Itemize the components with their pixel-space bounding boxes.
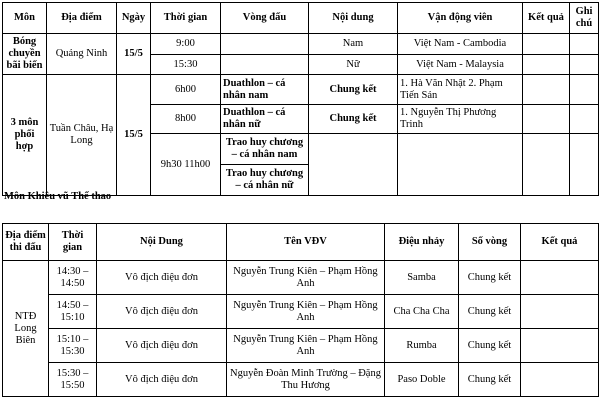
schedule-table-1	[2, 2, 599, 196]
table-row	[3, 34, 599, 55]
header-cell: Số vòng	[459, 224, 521, 261]
athletes-cell: Việt Nam - Cambodia	[398, 34, 523, 55]
athletes-cell: Nguyễn Trung Kiên – Phạm Hồng Anh	[227, 261, 385, 295]
content-cell: Vô địch điệu đơn	[97, 363, 227, 397]
header-cell: Kết quả	[523, 3, 570, 34]
header-cell: Ghi chú	[570, 3, 599, 34]
table-row	[3, 363, 599, 397]
header-cell: Ngày	[117, 3, 151, 34]
rounds-cell: Chung kết	[459, 295, 521, 329]
sport-cell: Bóng chuyền bãi biển	[3, 34, 47, 75]
athletes-cell: Nguyễn Đoàn Minh Trường – Đặng Thu Hương	[227, 363, 385, 397]
time-cell: 9:00	[151, 34, 221, 55]
result-cell	[521, 329, 599, 363]
dance-cell: Samba	[385, 261, 459, 295]
header-cell: Môn	[3, 3, 47, 34]
athletes-cell: Nguyễn Trung Kiên – Phạm Hồng Anh	[227, 295, 385, 329]
time-cell: 15:10 – 15:30	[49, 329, 97, 363]
venue-cell: Quảng Ninh	[47, 34, 117, 75]
note-cell	[570, 75, 599, 105]
table-row	[3, 261, 599, 295]
result-cell	[521, 261, 599, 295]
result-cell	[523, 75, 570, 105]
round-cell: Duathlon – cá nhân nam	[221, 75, 309, 105]
time-cell: 15:30	[151, 55, 221, 75]
round-cell	[221, 55, 309, 75]
time-cell: 14:30 – 14:50	[49, 261, 97, 295]
date-cell: 15/5	[117, 75, 151, 196]
time-cell: 8h00	[151, 105, 221, 134]
table-header-row	[3, 3, 599, 34]
content-cell: Nam	[309, 34, 398, 55]
time-cell: 6h00	[151, 75, 221, 105]
note-cell	[570, 34, 599, 55]
header-cell: Thời gian	[151, 3, 221, 34]
table-header-row	[3, 224, 599, 261]
table-row	[3, 329, 599, 363]
content-cell: Vô địch điệu đơn	[97, 295, 227, 329]
dance-cell: Cha Cha Cha	[385, 295, 459, 329]
note-cell	[570, 55, 599, 75]
time-cell: 14:50 – 15:10	[49, 295, 97, 329]
header-cell: Địa điểm thi đấu	[3, 224, 49, 261]
section-title: Môn Khiêu vũ Thể thao	[4, 191, 112, 202]
sport-cell: 3 môn phối hợp	[3, 75, 47, 196]
venue-cell: NTĐ Long Biên	[3, 261, 49, 397]
date-cell: 15/5	[117, 34, 151, 75]
athletes-cell: 1. Hà Văn Nhật 2. Phạm Tiến Sản	[398, 75, 523, 105]
ceremony-time-cell: 9h30 11h00	[151, 134, 221, 196]
header-cell: Kết quả	[521, 224, 599, 261]
content-cell: Chung kết	[309, 75, 398, 105]
header-cell: Nội Dung	[97, 224, 227, 261]
content-cell: Chung kết	[309, 105, 398, 134]
table-row	[3, 75, 599, 105]
result-cell	[523, 34, 570, 55]
header-cell: Địa điểm	[47, 3, 117, 34]
header-cell: Thời gian	[49, 224, 97, 261]
schedule-table-2	[2, 223, 599, 397]
result-cell	[523, 105, 570, 134]
result-cell	[523, 55, 570, 75]
venue-cell: Tuần Châu, Hạ Long	[47, 75, 117, 196]
athletes-cell	[398, 134, 523, 196]
content-cell	[309, 134, 398, 196]
athletes-cell: Nguyễn Trung Kiên – Phạm Hồng Anh	[227, 329, 385, 363]
rounds-cell: Chung kết	[459, 261, 521, 295]
header-cell: Tên VĐV	[227, 224, 385, 261]
note-cell	[570, 134, 599, 196]
dance-cell: Rumba	[385, 329, 459, 363]
result-cell	[523, 134, 570, 196]
content-cell: Nữ	[309, 55, 398, 75]
athletes-cell: 1. Nguyễn Thị Phương Trinh	[398, 105, 523, 134]
rounds-cell: Chung kết	[459, 363, 521, 397]
note-cell	[570, 105, 599, 134]
round-cell: Duathlon – cá nhân nữ	[221, 105, 309, 134]
rounds-cell: Chung kết	[459, 329, 521, 363]
header-cell: Vòng đấu	[221, 3, 309, 34]
dance-cell: Paso Doble	[385, 363, 459, 397]
time-cell: 15:30 – 15:50	[49, 363, 97, 397]
athletes-cell: Việt Nam - Malaysia	[398, 55, 523, 75]
round-cell: Trao huy chương – cá nhân nữ	[221, 165, 309, 196]
round-cell: Trao huy chương – cá nhân nam	[221, 134, 309, 165]
header-cell: Điệu nhảy	[385, 224, 459, 261]
round-cell	[221, 34, 309, 55]
header-cell: Nội dung	[309, 3, 398, 34]
result-cell	[521, 363, 599, 397]
result-cell	[521, 295, 599, 329]
content-cell: Vô địch điệu đơn	[97, 261, 227, 295]
content-cell: Vô địch điệu đơn	[97, 329, 227, 363]
header-cell: Vận động viên	[398, 3, 523, 34]
table-row	[3, 295, 599, 329]
